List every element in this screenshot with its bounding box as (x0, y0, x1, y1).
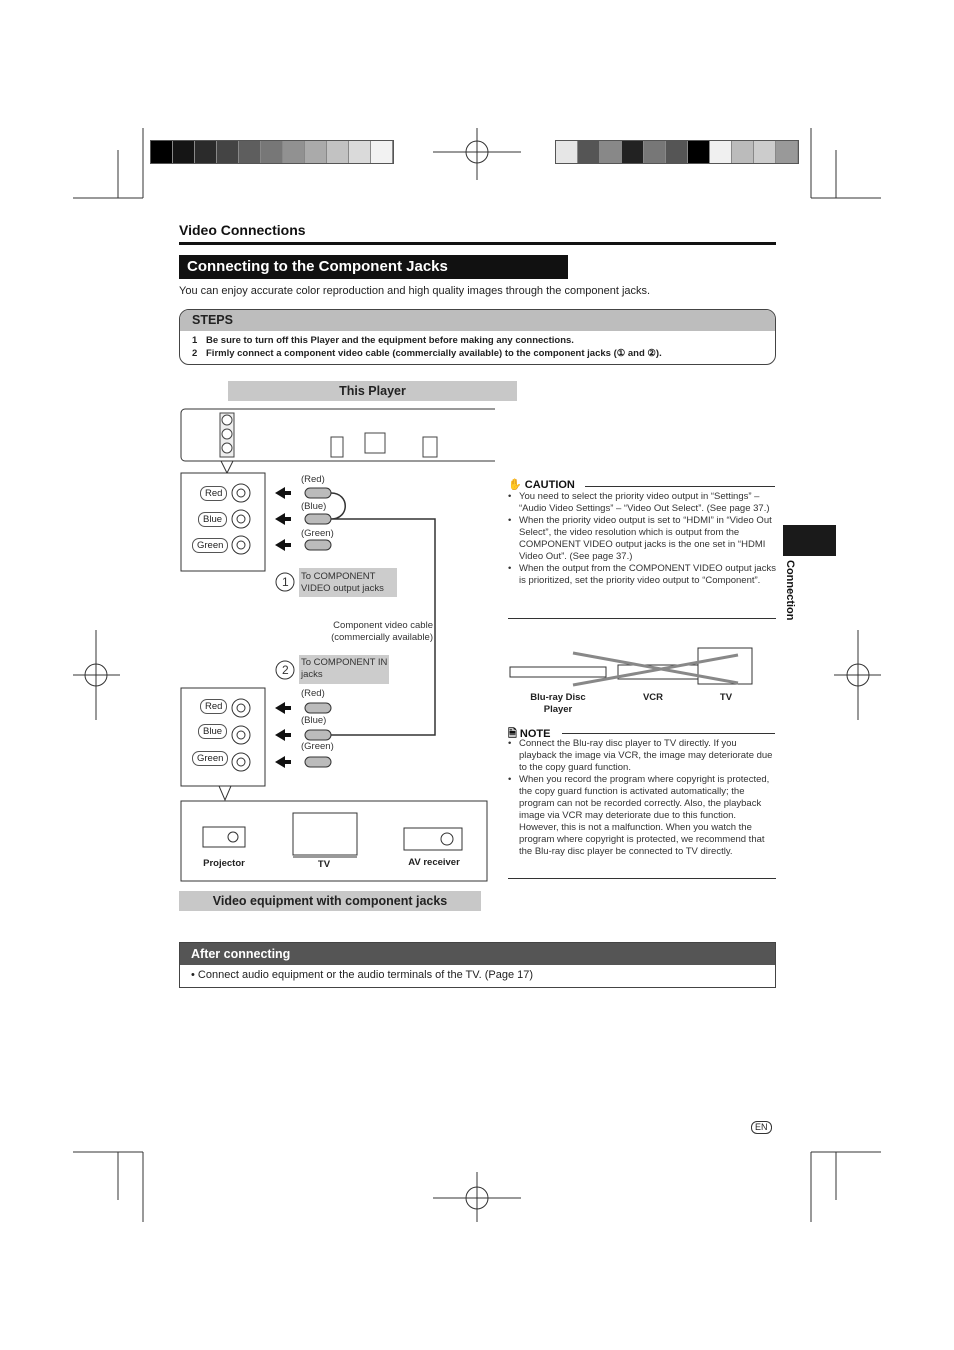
vcr-diagram (508, 645, 758, 690)
av-receiver-label: AV receiver (408, 857, 460, 868)
note-item: • Connect the Blu-ray disc player to TV directly. If you playback the image via VCR, the image may deteriorate due to the copy guard function. (508, 738, 776, 774)
side-tab (783, 525, 836, 556)
after-connecting-text: • Connect audio equipment or the audio terminals of the TV. (Page 17) (191, 969, 534, 981)
caution-rule (585, 486, 775, 487)
label-red-upper: Red (200, 486, 227, 501)
main-heading: Connecting to the Component Jacks (179, 255, 568, 279)
cable-green-upper: (Green) (301, 528, 334, 539)
step-1-number: 1 (192, 335, 198, 346)
caution-item: • When the output from the COMPONENT VIDEO output jacks is prioritized, set the priority video output to “Component”. (508, 563, 776, 587)
language-code: EN (755, 1122, 768, 1132)
to-component-video-output: To COMPONENT VIDEO output jacks (301, 571, 384, 594)
label-green-upper: Green (192, 538, 228, 553)
side-tab-label (780, 560, 800, 630)
caution-item: • You need to select the priority video output in “Settings” – “Audio Video Settings” – “Video Out Select”. (See page 37.) (508, 491, 776, 515)
cable-red-lower: (Red) (301, 688, 325, 699)
note-rule (562, 733, 775, 734)
this-player-label: This Player (228, 381, 517, 401)
after-connecting-heading: After connecting (180, 943, 775, 965)
cable-label: Component video cable (commercially available) (331, 620, 433, 643)
projector-icon (203, 827, 245, 847)
cable-blue-lower: (Blue) (301, 715, 327, 726)
intro-text: You can enjoy accurate color reproduction and high quality images through the component jacks. (179, 285, 651, 297)
cable-red-upper: (Red) (301, 474, 325, 485)
caution-list (508, 491, 776, 587)
caution-heading (508, 478, 575, 491)
caution-title: CAUTION (524, 479, 575, 491)
note-item: • When you record the program where copyright is protected, the copy guard function is activated automatically; the program can not be recorded correctly. Also, the playback image via VCR may deteriorate due to this function. However, this is not a malfunction. When you watch the program where copyright is protected, we recommend that the Blu-ray disc player be connected to TV directly. (508, 774, 776, 858)
label-blue-upper: Blue (198, 512, 227, 527)
label-blue-lower: Blue (198, 724, 227, 739)
language-badge (751, 1121, 772, 1134)
after-connecting-item: Connect audio equipment or the audio terminals of the TV. (Page 17) (197, 969, 534, 981)
vcr-icon (618, 665, 704, 679)
tv-label-2: TV (719, 692, 733, 703)
hand-icon: ✋ (508, 479, 522, 491)
steps-box (179, 309, 776, 365)
note-bottom-rule (508, 878, 776, 879)
note-icon: 🗎 (508, 728, 517, 740)
side-tab-text: Connection (784, 560, 796, 621)
vcr-label: VCR (642, 692, 664, 703)
step-1-text: Be sure to turn off this Player and the equipment before making any connections. (206, 335, 574, 346)
tv-icon (293, 813, 357, 855)
after-connecting-box (179, 942, 776, 988)
caution-bottom-rule (508, 618, 776, 619)
cable-blue-upper: (Blue) (301, 501, 327, 512)
steps-heading: STEPS (180, 310, 775, 331)
tv-label: TV (317, 859, 331, 870)
step-2-text: Firmly connect a component video cable (commercially available) to the component jacks (① and ②). (206, 348, 662, 359)
number-1: 1 (282, 575, 289, 589)
step-2 (180, 347, 775, 360)
caution-item: • When the priority video output is set to “HDMI” in “Video Out Select”, the video resolution which is output from the COMPONENT VIDEO output jacks is the one set in “HDMI Video Out”. (See page 37.) (508, 515, 776, 563)
label-red-lower: Red (200, 699, 227, 714)
number-2: 2 (282, 663, 289, 677)
projector-label: Projector (203, 858, 245, 869)
bluray-player-icon (510, 667, 606, 677)
section-title: Video Connections (179, 222, 306, 238)
title-rule (179, 242, 776, 245)
cable-green-lower: (Green) (301, 741, 334, 752)
bluray-label: Blu-ray Disc Player (530, 692, 586, 715)
connection-diagram (175, 405, 495, 890)
note-list (508, 738, 776, 858)
step-1 (180, 334, 775, 347)
note-title: NOTE (519, 728, 551, 740)
step-2-number: 2 (192, 348, 198, 359)
to-component-in: To COMPONENT IN jacks (301, 657, 388, 680)
label-green-lower: Green (192, 751, 228, 766)
equipment-label: Video equipment with component jacks (179, 891, 481, 911)
